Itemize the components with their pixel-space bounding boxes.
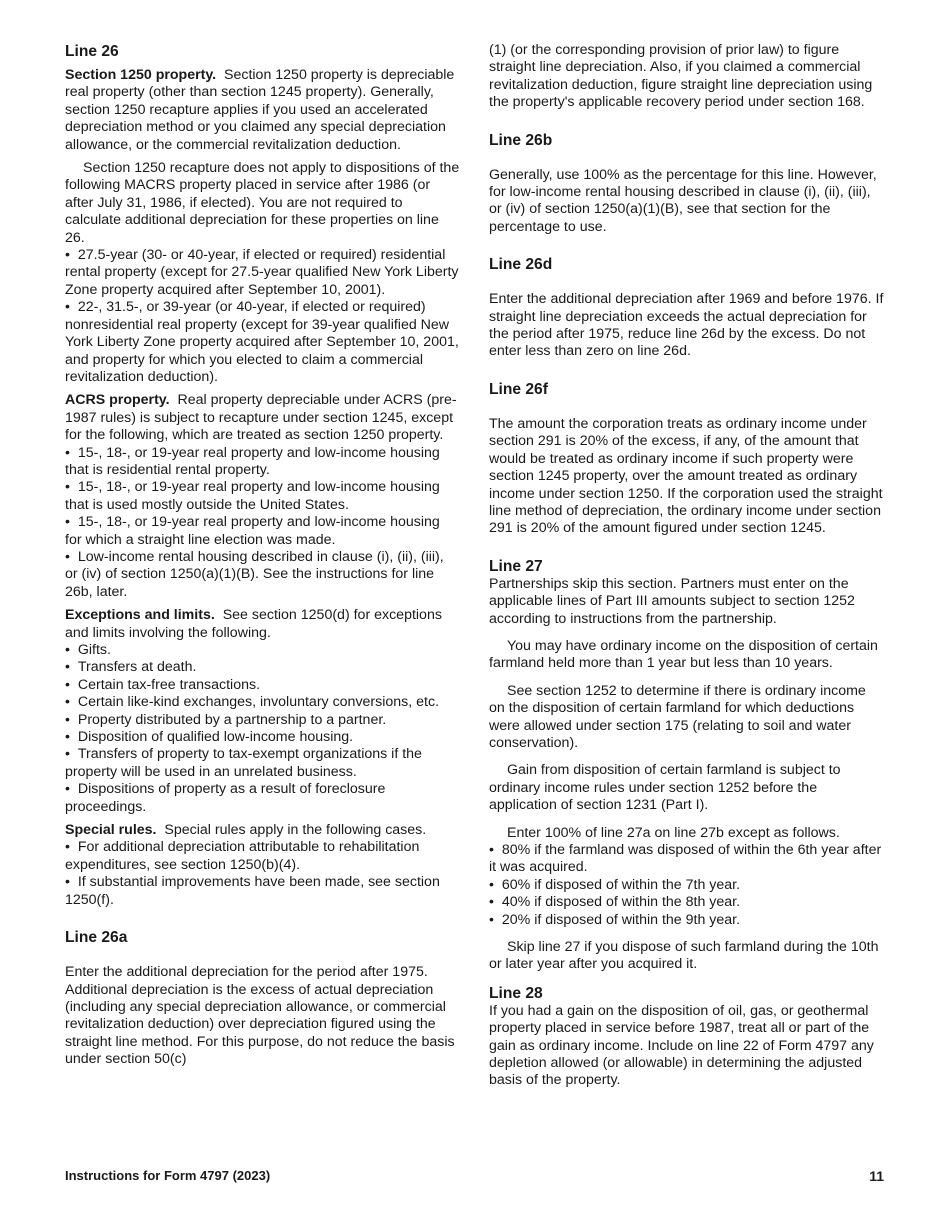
line-26f-paragraph: The amount the corporation treats as ordinary income under section 291 is 20% of the excess, if any, of the amount that would be treated as ordinary income if such property were section 1245 property, over the amount treated as ordinary income under section 1250. If the corporation used the straight line method of depreciation, the ordinary income under section 291 is 20% of the amount figured under section 1245. <box>489 415 883 537</box>
line-27-bullet-list <box>489 842 884 929</box>
exceptions-title: Exceptions and limits. <box>65 607 215 624</box>
line-27-paragraph-2: You may have ordinary income on the disposition of certain farmland held more than 1 year but less than 10 years. <box>489 637 878 672</box>
list-item: • Certain like-kind exchanges, involuntary conversions, etc. <box>65 694 460 711</box>
heading-line-28: Line 28 <box>489 984 543 1002</box>
line-27-paragraph-4: Gain from disposition of certain farmland is subject to ordinary income rules under section 1252 before the application of section 1231 (Part I). <box>489 762 841 814</box>
exceptions-paragraph <box>65 607 460 642</box>
line-26b-paragraph: Generally, use 100% as the percentage for this line. However, for low-income rental housing described in clause (i), (ii), (iii), or (iv) of section 1250(a)(1)(B), see that section for the percentage to use. <box>489 166 877 235</box>
macrs-paragraph: Section 1250 recapture does not apply to dispositions of the following MACRS property placed in service after 1986 (or after July 31, 1986, if elected). You are not required to calculate additional depreciation for these properties on line 26. <box>65 160 460 246</box>
acrs-paragraph <box>65 392 460 444</box>
list-item: • 20% if disposed of within the 9th year. <box>489 912 884 929</box>
continued-paragraph: (1) (or the corresponding provision of prior law) to figure straight line depreciation. Also, if you claimed a commercial revitalization deduction, figure straight line depreciation using the property's applicable recovery period under section 168. <box>489 42 873 111</box>
line-28-paragraph: If you had a gain on the disposition of oil, gas, or geothermal property placed in service before 1987, treat all or part of the gain as ordinary income. Include on line 22 of Form 4797 any depletion allowed (or allowable) in determining the adjusted basis of the property. <box>489 1002 874 1089</box>
list-item: • 80% if the farmland was disposed of within the 6th year after it was acquired. <box>489 842 884 877</box>
list-item: • Low-income rental housing described in clause (i), (ii), (iii), or (iv) of section 1250(a)(1)(B). See the instructions for line 26b, later. <box>65 549 460 601</box>
footer-form-title: Instructions for Form 4797 (2023) <box>65 1168 271 1183</box>
exceptions-text: See section 1250(d) for exceptions and limits involving the following. <box>65 607 442 641</box>
heading-line-27: Line 27 <box>489 557 543 575</box>
line-26d-paragraph: Enter the additional depreciation after 1969 and before 1976. If straight line depreciation exceeds the actual depreciation for the period after 1975, reduce line 26d by the excess. Do not enter less than zero on line 26d. <box>489 291 884 360</box>
footer-page-number: 11 <box>869 1168 884 1184</box>
section-1250-title: Section 1250 property. <box>65 67 217 83</box>
acrs-bullet-list <box>65 445 460 602</box>
list-item: • 15-, 18-, or 19-year real property and low-income housing that is used mostly outside the United States. <box>65 479 460 514</box>
heading-line-26d: Line 26d <box>489 256 553 274</box>
list-item: • Certain tax-free transactions. <box>65 677 460 694</box>
list-item: • Disposition of qualified low-income housing. <box>65 729 460 746</box>
heading-line-26b: Line 26b <box>489 131 553 149</box>
acrs-title: ACRS property. <box>65 392 170 409</box>
list-item: • 27.5-year (30- or 40-year, if elected or required) residential rental property (except for 27.5-year qualified New York Liberty Zone property acquired after September 10, 2001). <box>65 247 460 299</box>
right-column <box>489 42 884 1090</box>
line-27-paragraph-3: See section 1252 to determine if there is ordinary income on the disposition of certain farmland for which deductions were allowed under section 175 (relating to soil and water conservation). <box>489 682 866 751</box>
list-item: • If substantial improvements have been made, see section 1250(f). <box>65 874 460 909</box>
list-item: • 40% if disposed of within the 8th year. <box>489 894 884 911</box>
heading-line-26: Line 26 <box>65 43 119 60</box>
list-item: • For additional depreciation attributable to rehabilitation expenditures, see section 1250(b)(4). <box>65 839 460 874</box>
list-item: • Dispositions of property as a result of foreclosure proceedings. <box>65 781 460 816</box>
list-item: • Gifts. <box>65 642 460 659</box>
heading-line-26a: Line 26a <box>65 929 128 947</box>
special-rules-bullet-list <box>65 839 460 909</box>
list-item: • Property distributed by a partnership to a partner. <box>65 712 460 729</box>
exceptions-bullet-list <box>65 642 460 816</box>
line-26a-paragraph: Enter the additional depreciation for the period after 1975. Additional depreciation is the excess of actual depreciation (including any special depreciation allowance, or commercial revitalization deduction) over depreciation figured using the straight line method. For this purpose, do not reduce the basis under section 50(c) <box>65 964 455 1068</box>
list-item: • Transfers of property to tax-exempt organizations if the property will be used in an unrelated business. <box>65 746 460 781</box>
left-column <box>65 42 460 1069</box>
list-item: • 15-, 18-, or 19-year real property and low-income housing for which a straight line election was made. <box>65 514 460 549</box>
line-27-paragraph-1: Partnerships skip this section. Partners must enter on the applicable lines of Part III amounts subject to section 1252 according to instructions from the partnership. <box>489 575 855 627</box>
macrs-bullet-list <box>65 247 460 386</box>
line-27-paragraph-6: Skip line 27 if you dispose of such farmland during the 10th or later year after you acquired it. <box>489 939 879 973</box>
list-item: • 22-, 31.5-, or 39-year (or 40-year, if elected or required) nonresidential real property (except for 39-year qualified New York Liberty Zone property acquired after September 10, 2001, and property for which you elected to claim a commercial revitalization deduction). <box>65 299 460 386</box>
special-rules-paragraph <box>65 822 460 839</box>
list-item: • 15-, 18-, or 19-year real property and low-income housing that is residential rental property. <box>65 445 460 480</box>
line-27-paragraph-5: Enter 100% of line 27a on line 27b except as follows. <box>507 824 840 841</box>
special-rules-title: Special rules. <box>65 822 157 839</box>
list-item: • 60% if disposed of within the 7th year. <box>489 877 884 894</box>
special-rules-text: Special rules apply in the following cases. <box>164 822 427 839</box>
acrs-text: Real property depreciable under ACRS (pre-1987 rules) is subject to recapture under section 1245, except for the following, which are treated as section 1250 property. <box>65 392 457 444</box>
section-1250-text: Section 1250 property is depreciable real property (other than section 1245 property). Generally, section 1250 recapture applies if you used an accelerated depreciation method or you claimed any special depreciation allowance, or the commercial revitalization deduction. <box>65 67 455 153</box>
section-1250-paragraph <box>65 67 460 154</box>
heading-line-26f: Line 26f <box>489 380 548 398</box>
list-item: • Transfers at death. <box>65 659 460 676</box>
